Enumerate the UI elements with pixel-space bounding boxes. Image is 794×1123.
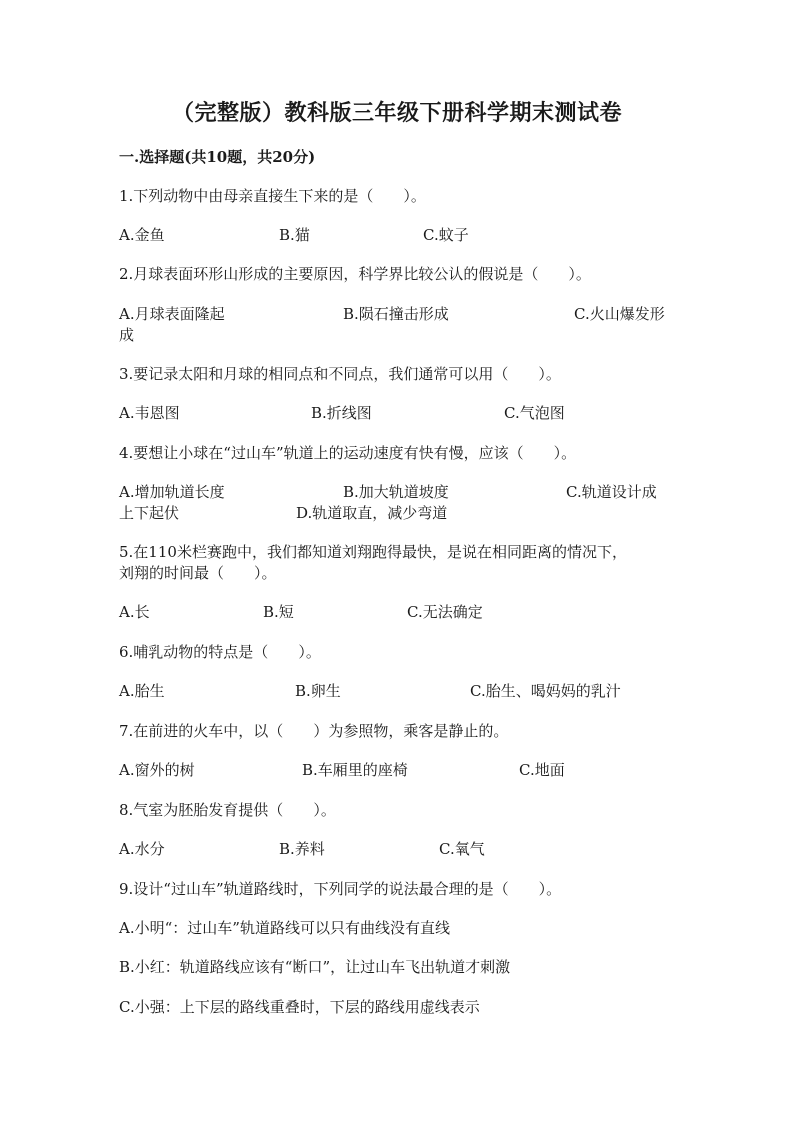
option-c: C.蚊子 xyxy=(423,226,469,244)
option-b: B.陨石撞击形成 xyxy=(343,305,449,323)
option-a: A.韦恩图 xyxy=(119,404,180,422)
option-c: C.氧气 xyxy=(439,840,485,858)
question-3: 3.要记录太阳和月球的相同点和不同点，我们通常可以用（ ）。 xyxy=(119,365,561,383)
options-1 xyxy=(119,225,679,269)
question-2: 2.月球表面环形山形成的主要原因，科学界比较公认的假说是（ ）。 xyxy=(119,265,591,283)
option-b: B.车厢里的座椅 xyxy=(302,761,408,779)
question-9: 9.设计“过山车”轨道路线时，下列同学的说法最合理的是（ ）。 xyxy=(119,880,562,898)
option-a: A.长 xyxy=(119,603,150,621)
option-a: A.胎生 xyxy=(119,682,165,700)
options-7 xyxy=(119,760,679,804)
option-a: A.水分 xyxy=(119,840,165,858)
page-title: （完整版）教科版三年级下册科学期末测试卷 xyxy=(171,100,622,126)
option-b: B.小红：轨道路线应该有“断口”，让过山车飞出轨道才刺激 xyxy=(119,958,511,976)
option-b: B.折线图 xyxy=(311,404,372,422)
options-8 xyxy=(119,839,679,883)
option-c: C.胎生、喝妈妈的乳汁 xyxy=(470,682,621,700)
options-3 xyxy=(119,403,679,447)
question-1: 1.下列动物中由母亲直接生下来的是（ ）。 xyxy=(119,187,426,205)
option-b: B.猫 xyxy=(279,226,310,244)
question-4: 4.要想让小球在“过山车”轨道上的运动速度有快有慢，应该（ ）。 xyxy=(119,444,577,462)
section-heading: 一.选择题(共10题，共20分) xyxy=(119,148,316,166)
options-5 xyxy=(119,602,679,646)
option-a: A.月球表面隆起 xyxy=(119,305,225,323)
options-6 xyxy=(119,681,679,725)
question-5: 5.在110米栏赛跑中，我们都知道刘翔跑得最快，是说在相同距离的情况下， xyxy=(119,543,627,561)
option-d: D.轨道取直，减少弯道 xyxy=(296,504,448,522)
option-c: C.无法确定 xyxy=(407,603,483,621)
option-a: A.金鱼 xyxy=(119,226,165,244)
question-5-continued: 刘翔的时间最（ ）。 xyxy=(119,564,277,582)
option-c: C.火山爆发形 xyxy=(574,305,665,323)
option-c: C.轨道设计成 xyxy=(566,483,657,501)
question-6: 6.哺乳动物的特点是（ ）。 xyxy=(119,643,321,661)
option-b: B.加大轨道坡度 xyxy=(343,483,449,501)
question-7: 7.在前进的火车中，以（ ）为参照物，乘客是静止的。 xyxy=(119,722,509,740)
option-a: A.小明“：过山车”轨道路线可以只有曲线没有直线 xyxy=(119,919,450,937)
option-b: B.短 xyxy=(263,603,294,621)
option-b: B.卵生 xyxy=(295,682,341,700)
option-c: C.小强：上下层的路线重叠时，下层的路线用虚线表示 xyxy=(119,998,480,1016)
options-2 xyxy=(119,304,679,348)
option-c-continued: 成 xyxy=(119,326,135,344)
option-c: C.地面 xyxy=(519,761,565,779)
option-a: A.增加轨道长度 xyxy=(119,483,225,501)
option-b: B.养料 xyxy=(279,840,325,858)
option-a: A.窗外的树 xyxy=(119,761,195,779)
question-8: 8.气室为胚胎发育提供（ ）。 xyxy=(119,801,336,819)
option-c: C.气泡图 xyxy=(504,404,565,422)
options-4 xyxy=(119,482,679,526)
option-c-continued: 上下起伏 xyxy=(119,504,180,522)
